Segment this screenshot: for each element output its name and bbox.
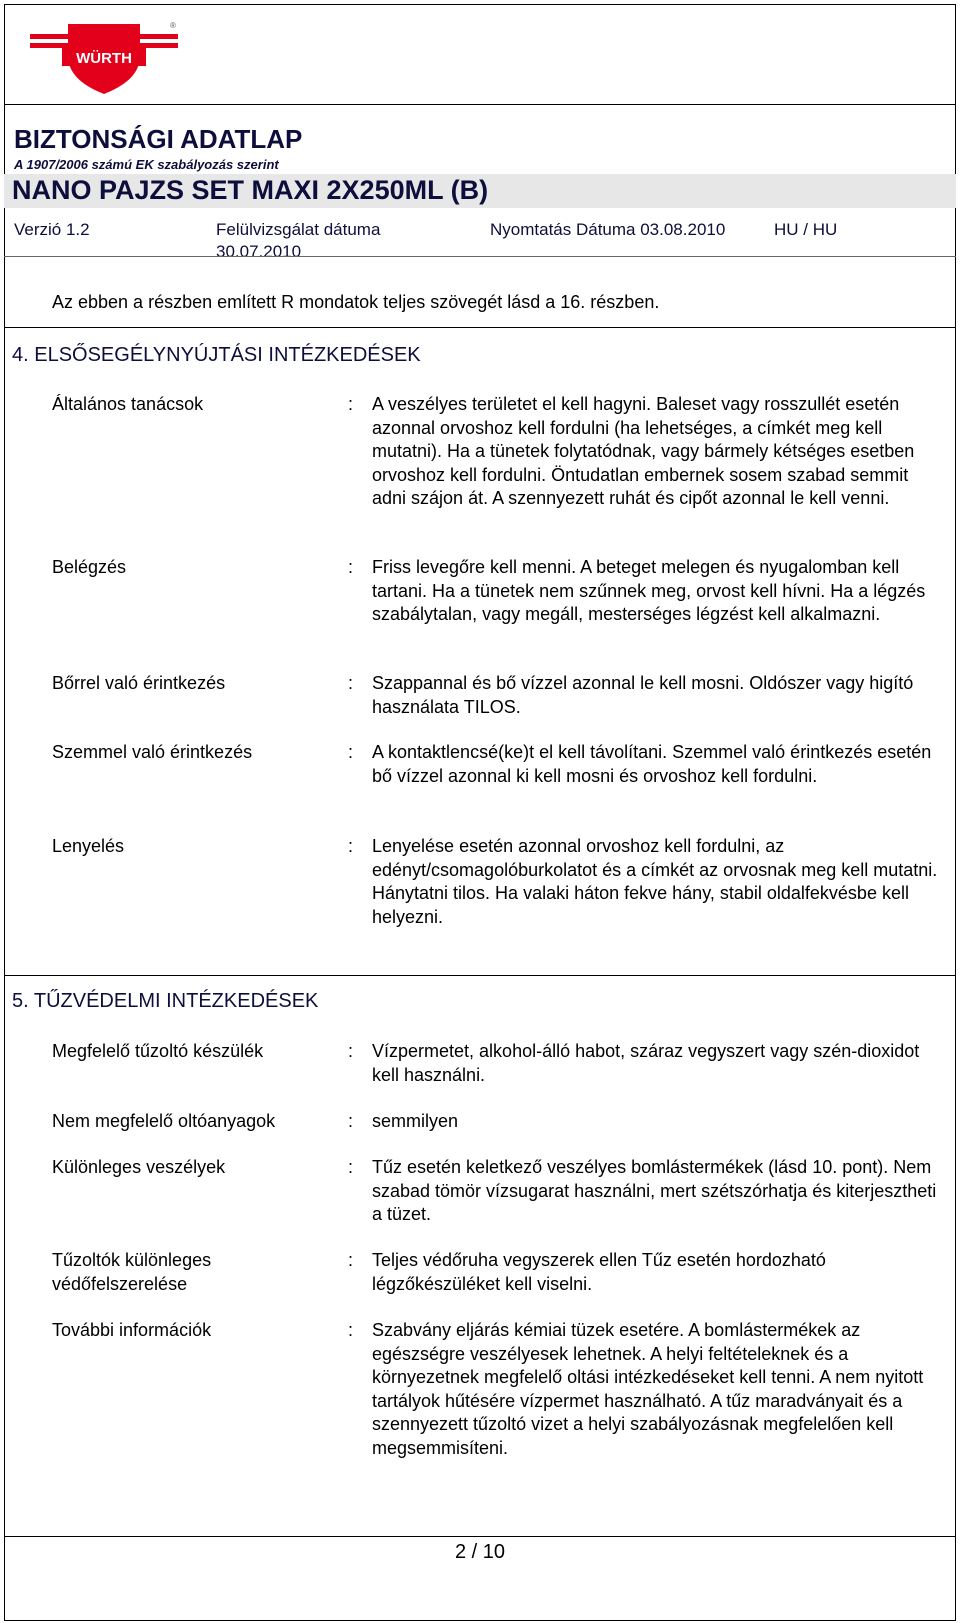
- section4-divider: [4, 327, 956, 328]
- row-label: Tűzoltók különleges védőfelszerelése: [52, 1250, 212, 1294]
- meta-divider: [4, 256, 956, 257]
- row-value: A kontaktlencsé(ke)t el kell távolítani. Szemmel való érintkezés esetén bő vízzel azonnal ki kell mosni és orvoshoz kell fordulni.: [372, 742, 932, 786]
- row-colon: :: [348, 557, 354, 577]
- regulation-note: A 1907/2006 számú EK szabályozás szerint: [14, 157, 279, 172]
- row-colon: :: [348, 836, 354, 856]
- row-colon: :: [348, 1041, 354, 1061]
- revision-label: Felülvizsgálat dátuma: [216, 220, 381, 239]
- row-colon: :: [348, 1111, 354, 1131]
- row-value: Szappannal és bő vízzel azonnal le kell mosni. Oldószer vagy higító használata TILOS.: [372, 673, 914, 717]
- row-label: Általános tanácsok: [52, 394, 204, 414]
- row-value: Vízpermetet, alkohol-álló habot, száraz vegyszert vagy szén-dioxidot kell használni.: [372, 1041, 920, 1085]
- row-label: Szemmel való érintkezés: [52, 742, 253, 762]
- row-value: Lenyelése esetén azonnal orvoshoz kell fordulni, az edényt/csomagolóburkolatot és a címkét az orvosnak meg kell mutatni. Hánytatni tilos. Ha valaki háton fekve hány, stabil oldalfekvésbe kell helyezni.: [372, 836, 938, 927]
- row-label: Bőrrel való érintkezés: [52, 673, 226, 693]
- row-colon: :: [348, 673, 354, 693]
- section5-title: 5. TŰZVÉDELMI INTÉZKEDÉSEK: [12, 990, 319, 1012]
- section4-title: 4. ELSŐSEGÉLYNYÚJTÁSI INTÉZKEDÉSEK: [12, 344, 421, 366]
- row-value: Szabvány eljárás kémiai tüzek esetére. A bomlástermékek az egészségre veszélyesek lehetnek. A helyi feltételeknek és a környezetnek megfelelő oltási intézkedéseket kell tenni. A nem nyitott tartályok hűtésére vízpermet használható. A tűz maradványait és a szennyezett tűzoltó vizet a helyi szabályozásnak megfelelően kell megsemmisíteni.: [372, 1320, 924, 1458]
- page-number: 2 / 10: [454, 1541, 506, 1563]
- row-label: További információk: [52, 1320, 212, 1340]
- row-colon: :: [348, 1157, 354, 1177]
- row-colon: :: [348, 742, 354, 762]
- row-label: Különleges veszélyek: [52, 1157, 226, 1177]
- r-phrases-note: Az ebben a részben említett R mondatok teljes szövegét lásd a 16. részben.: [52, 292, 660, 312]
- row-value: A veszélyes területet el kell hagyni. Baleset vagy rosszullét esetén azonnal orvoshoz kell fordulni (ha lehetséges, a címkét meg kell mutatni). Ha a tünetek folytatódnak, vagy bármely kétséges esetben orvoshoz kell fordulni. Öntudatlan embernek sosem szabad semmit adni szájon át. A szennyezett ruhát és cipőt azonnal le kell venni.: [372, 394, 915, 508]
- row-label: Nem megfelelő oltóanyagok: [52, 1111, 276, 1131]
- header-divider: [4, 104, 956, 105]
- svg-text:®: ®: [170, 21, 176, 30]
- revision-date: 30.07.2010: [216, 242, 302, 261]
- document-title: BIZTONSÁGI ADATLAP: [14, 124, 303, 154]
- row-value: semmilyen: [372, 1111, 459, 1131]
- row-label: Lenyelés: [52, 836, 125, 856]
- print-date: Nyomtatás Dátuma 03.08.2010: [490, 220, 726, 239]
- row-value: Teljes védőruha vegyszerek ellen Tűz esetén hordozható légzőkészüléket kell viselni.: [372, 1250, 826, 1294]
- version: Verzió 1.2: [14, 220, 90, 239]
- language: HU / HU: [774, 220, 838, 239]
- section5-divider: [4, 975, 956, 976]
- row-colon: :: [348, 1250, 354, 1270]
- row-label: Belégzés: [52, 557, 127, 577]
- row-label: Megfelelő tűzoltó készülék: [52, 1041, 264, 1061]
- svg-text:WÜRTH: WÜRTH: [76, 50, 132, 67]
- row-value: Tűz esetén keletkező veszélyes bomlástermékek (lásd 10. pont). Nem szabad tömör vízsugarat használni, mert szétszórhatja és kiterjesztheti a tüzet.: [372, 1157, 937, 1224]
- row-value: Friss levegőre kell menni. A beteget melegen és nyugalomban kell tartani. Ha a tünetek nem szűnnek meg, orvost kell hívni. Ha a légzés szabálytalan, vagy megáll, mesterséges légzést kell alkalmazni.: [372, 557, 926, 624]
- wurth-logo: [30, 18, 178, 98]
- row-colon: :: [348, 394, 354, 414]
- row-colon: :: [348, 1320, 354, 1340]
- product-name: NANO PAJZS SET MAXI 2X250ML (B): [12, 175, 489, 205]
